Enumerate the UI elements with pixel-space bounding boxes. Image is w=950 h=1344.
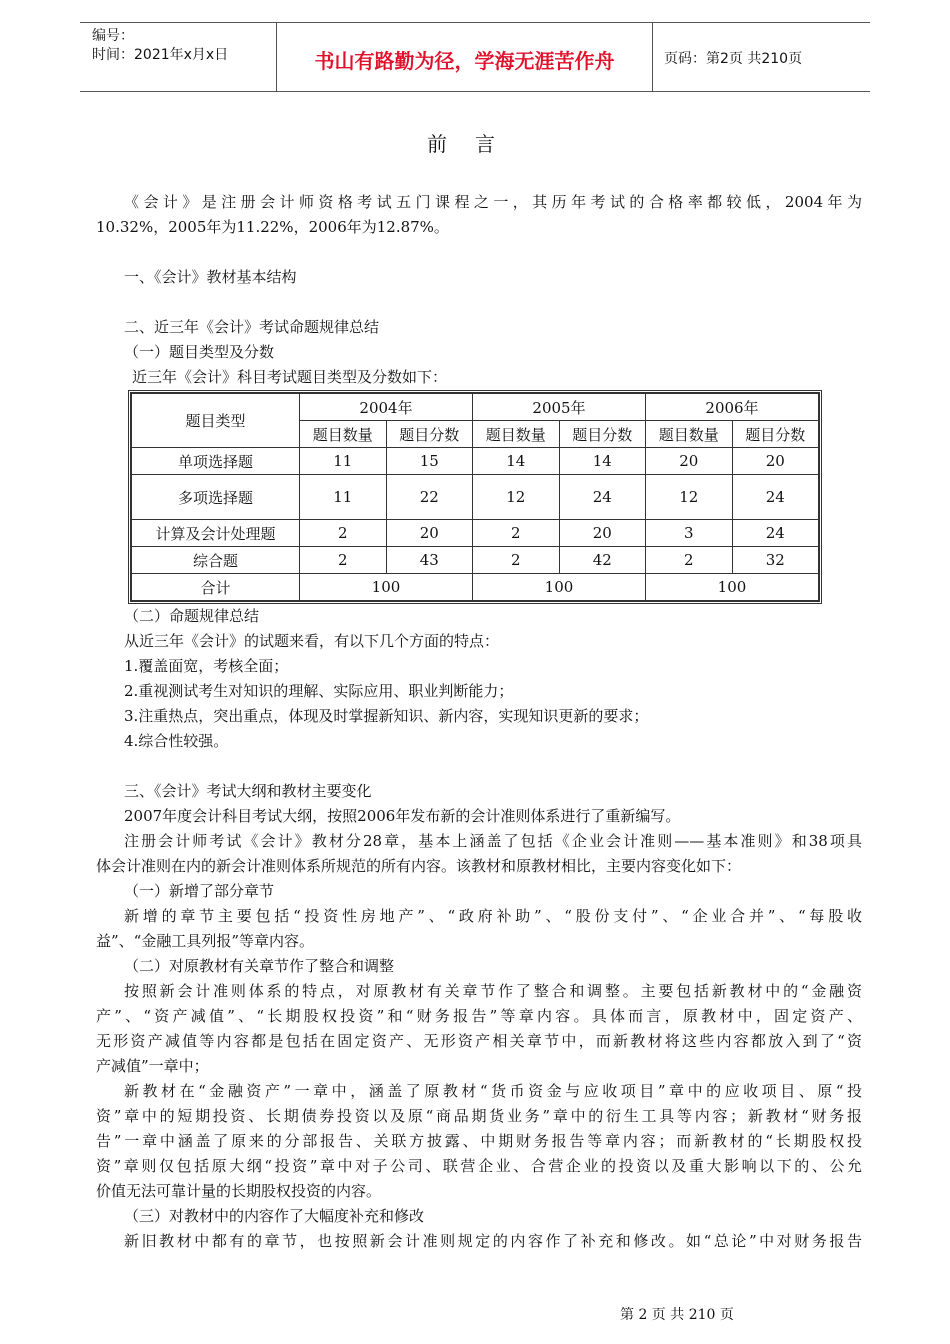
subsection-heading: （二）对原教材有关章节作了整合和调整 [124, 957, 395, 975]
paragraph-line: 产”、“资产减值”、“长期股权投资”和“财务报告”等章内容。具体而言，原教材中，固定资产、 [96, 1007, 862, 1025]
paragraph-line: 告”一章中涵盖了原来的分部报告、关联方披露、中期财务报告等章内容；而新教材的“长期股权投 [96, 1132, 862, 1150]
table-subheader: 题目分数 [386, 421, 473, 448]
paragraph-line: 2007年度会计科目考试大纲，按照2006年发布新的会计准则体系进行了重新编写。 [124, 807, 681, 825]
table-subheader: 题目数量 [300, 421, 387, 448]
page-footer: 第 2 页 共 210 页 [620, 1307, 734, 1323]
table-cell: 24 [732, 475, 819, 520]
paragraph-line: 资”章中的短期投资、长期债券投资以及原“商品期货业务”章中的衍生工具等内容；新教材“财务报 [96, 1107, 862, 1125]
list-item: 1.覆盖面宽，考核全面； [124, 657, 289, 675]
table-cell: 12 [646, 475, 733, 520]
table-row [132, 448, 819, 475]
table-cell: 20 [646, 448, 733, 475]
paragraph-line: 新增的章节主要包括“投资性房地产”、“政府补助”、“股份支付”、“企业合并”、“每股收 [124, 907, 862, 925]
table-header-year: 2005年 [473, 394, 646, 421]
paragraph-line: 价值无法可靠计量的长期股权投资的内容。 [96, 1182, 382, 1200]
table-cell-type: 综合题 [132, 547, 300, 574]
table-cell: 15 [386, 448, 473, 475]
header-motto: 书山有路勤为径，学海无涯苦作舟 [314, 49, 615, 73]
table-cell: 12 [473, 475, 560, 520]
paragraph-line: 10.32%，2005年为11.22%，2006年为12.87%。 [96, 218, 449, 236]
document-code-label: 编号： [92, 28, 134, 44]
list-item: 2.重视测试考生对知识的理解、实际应用、职业判断能力； [124, 682, 514, 700]
subsection-heading: （一）新增了部分章节 [124, 882, 275, 900]
table-cell: 3 [646, 520, 733, 547]
table-total-label: 合计 [132, 574, 300, 601]
subsection-heading: （一）题目类型及分数 [124, 343, 275, 361]
table-header-year: 2004年 [300, 394, 473, 421]
table-cell: 14 [559, 448, 646, 475]
list-item: 3.注重热点，突出重点，体现及时掌握新知识、新内容，实现知识更新的要求； [124, 707, 649, 725]
table-cell: 20 [386, 520, 473, 547]
table-cell-type: 多项选择题 [132, 475, 300, 520]
subsection-heading: （二）命题规律总结 [124, 607, 260, 625]
table-cell: 24 [559, 475, 646, 520]
list-item: 4.综合性较强。 [124, 732, 229, 750]
table-total: 100 [473, 574, 646, 601]
table-cell-type: 计算及会计处理题 [132, 520, 300, 547]
table-cell-type: 单项选择题 [132, 448, 300, 475]
table-cell: 2 [646, 547, 733, 574]
table-cell: 32 [732, 547, 819, 574]
table-cell: 11 [300, 448, 387, 475]
table-row [132, 475, 819, 520]
document-body [96, 190, 862, 1254]
subsection-heading: （三）对教材中的内容作了大幅度补充和修改 [124, 1207, 425, 1225]
table-row [132, 547, 819, 574]
paragraph-line: 新教材在“金融资产”一章中，涵盖了原教材“货币资金与应收项目”章中的应收项目、原“投 [124, 1082, 862, 1100]
header-meta [92, 27, 228, 65]
table-subheader: 题目数量 [646, 421, 733, 448]
table-header-year: 2006年 [646, 394, 819, 421]
table-subheader: 题目分数 [559, 421, 646, 448]
header-divider [652, 23, 653, 91]
paragraph-line: 新旧教材中都有的章节，也按照新会计准则规定的内容作了补充和修改。如“总论”中对财务报告 [124, 1232, 862, 1250]
page-header [80, 22, 870, 92]
paragraph-line: 按照新会计准则体系的特点，对原教材有关章节作了整合和调整。主要包括新教材中的“金融资 [124, 982, 862, 1000]
table-cell: 20 [559, 520, 646, 547]
table-subheader: 题目分数 [732, 421, 819, 448]
table-cell: 42 [559, 547, 646, 574]
table-intro: 近三年《会计》科目考试题目类型及分数如下： [132, 368, 448, 386]
section-heading: 二、近三年《会计》考试命题规律总结 [124, 318, 380, 336]
table-cell: 2 [300, 547, 387, 574]
table-cell: 22 [386, 475, 473, 520]
table-cell: 2 [473, 547, 560, 574]
table-cell: 43 [386, 547, 473, 574]
table-cell: 20 [732, 448, 819, 475]
page-title: 前言 [427, 132, 523, 156]
paragraph-line: 从近三年《会计》的试题来看，有以下几个方面的特点： [124, 632, 500, 650]
section-heading: 三、《会计》考试大纲和教材主要变化 [124, 782, 372, 800]
table-subheader: 题目数量 [473, 421, 560, 448]
table-header-type: 题目类型 [132, 394, 300, 448]
paragraph-line: 注册会计师考试《会计》教材分28章，基本上涵盖了包括《企业会计准则——基本准则》和38项具 [124, 832, 862, 850]
table-cell: 11 [300, 475, 387, 520]
section-heading: 一、《会计》教材基本结构 [124, 268, 297, 286]
paragraph-line: 资”章则仅包括原大纲“投资”章中对子公司、联营企业、合营企业的投资以及重大影响以下的、公允 [96, 1157, 862, 1175]
table-total: 100 [300, 574, 473, 601]
table-cell: 2 [300, 520, 387, 547]
table-cell: 14 [473, 448, 560, 475]
paragraph-line: 体会计准则在内的新会计准则体系所规范的所有内容。该教材和原教材相比，主要内容变化如下： [96, 857, 742, 875]
table-cell: 2 [473, 520, 560, 547]
document-time-label: 时间：2021年x月x日 [92, 47, 229, 63]
score-table [128, 390, 822, 604]
paragraph-line: 无形资产减值等内容都是包括在固定资产、无形资产相关章节中，而新教材将这些内容都放入到了“资 [96, 1032, 862, 1050]
paragraph-line: 产减值”一章中； [96, 1057, 209, 1075]
header-page-info: 页码：第2页 共210页 [664, 51, 803, 67]
table-cell: 24 [732, 520, 819, 547]
paragraph-line: 益”、“金融工具列报”等章内容。 [96, 932, 315, 950]
table-total: 100 [646, 574, 819, 601]
table-total-row [132, 574, 819, 601]
paragraph-line: 《会计》是注册会计师资格考试五门课程之一，其历年考试的合格率都较低，2004年为 [124, 193, 862, 211]
table-row [132, 520, 819, 547]
